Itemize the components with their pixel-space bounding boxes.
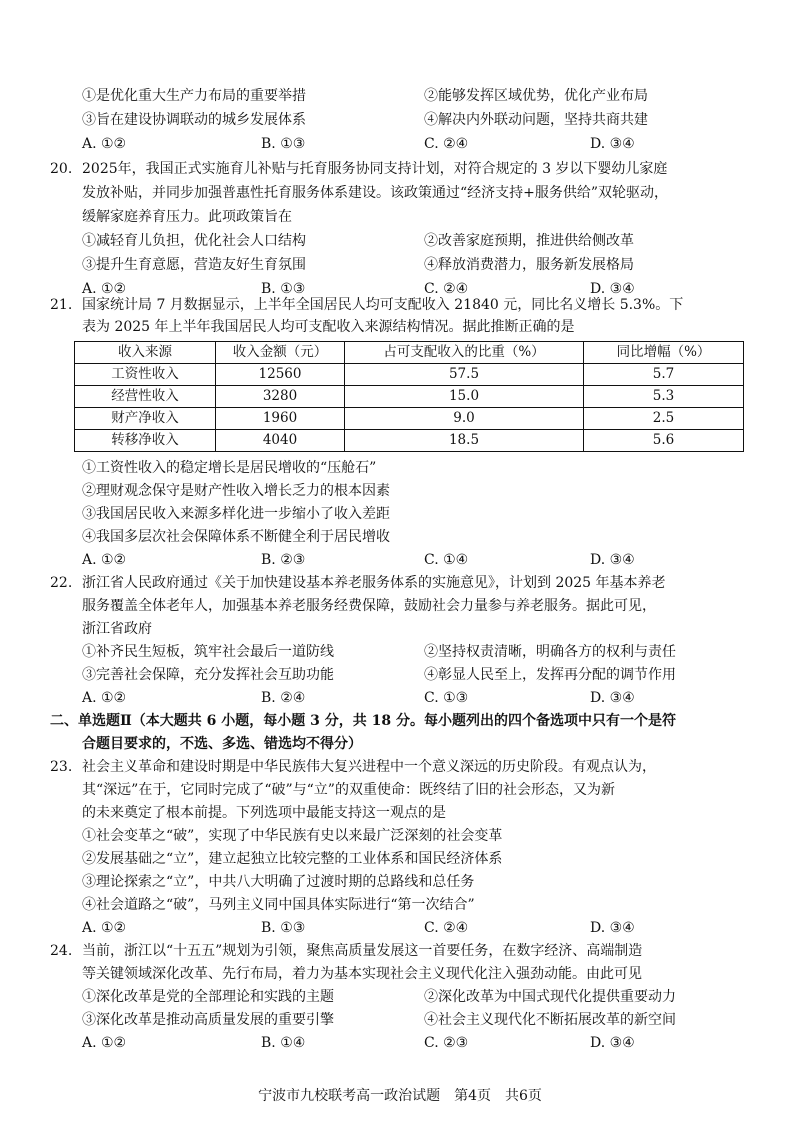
q23-option-4: ④社会道路之“破”，马列主义同中国具体实际进行“第一次结合” bbox=[82, 897, 475, 913]
q24-answer-c: C. ②③ bbox=[424, 1035, 469, 1051]
table-cell: 9.0 bbox=[345, 408, 584, 430]
table-row bbox=[75, 430, 744, 452]
q20-stem-line-1: 2025年，我国正式实施育儿补贴与托育服务协同支持计划，对符合规定的 3 岁以下婴幼儿家庭 bbox=[82, 161, 668, 177]
q24-answer-a: A. ①② bbox=[82, 1035, 127, 1051]
q20-answer-c: C. ②④ bbox=[424, 281, 469, 297]
q20-answer-b: B. ①③ bbox=[261, 281, 306, 297]
table-cell: 57.5 bbox=[345, 364, 584, 386]
q20-answer-a: A. ①② bbox=[82, 281, 127, 297]
q24-answer-d: D. ③④ bbox=[590, 1035, 635, 1051]
q20-stem-line-2: 发放补贴，并同步加强普惠性托育服务体系建设。该政策通过“经济支持+服务供给”双轮驱动， bbox=[82, 185, 669, 201]
table-cell: 12560 bbox=[216, 364, 345, 386]
table-cell: 2.5 bbox=[584, 408, 744, 430]
q20-option-row-2 bbox=[0, 255, 800, 276]
q23-option-1: ①社会变革之“破”，实现了中华民族有史以来最广泛深刻的社会变革 bbox=[82, 828, 503, 844]
q23-number: 23. bbox=[50, 759, 73, 775]
table-header-cell: 占可支配收入的比重（%） bbox=[345, 342, 584, 364]
q22-option-4: ④彰显人民至上，发挥再分配的调节作用 bbox=[424, 667, 676, 683]
q24-stem-line-1: 当前，浙江以“十五五”规划为引领，聚焦高质量发展这一首要任务，在数字经济、高端制造 bbox=[82, 943, 643, 959]
q22-option-2: ②坚持权责清晰，明确各方的权利与责任 bbox=[424, 644, 676, 660]
q20-answer-d: D. ③④ bbox=[590, 281, 635, 297]
q21-stem-line-1: 国家统计局 7 月数据显示，上半年全国居民人均可支配收入 21840 元，同比名义增长 5.3%。下 bbox=[82, 297, 684, 313]
q20-option-3: ③提升生育意愿，营造友好生育氛围 bbox=[82, 257, 306, 273]
table-row bbox=[75, 408, 744, 430]
q20-option-2: ②改善家庭预期，推进供给侧改革 bbox=[424, 233, 634, 249]
q19-answer-d: D. ③④ bbox=[590, 136, 635, 152]
section-2-heading-line-2: 合题目要求的，不选、多选、错选均不得分） bbox=[82, 736, 362, 752]
q23-answer-d: D. ③④ bbox=[590, 920, 635, 936]
table-cell: 15.0 bbox=[345, 386, 584, 408]
table-header-cell: 收入金额（元） bbox=[216, 342, 345, 364]
table-cell: 转移净收入 bbox=[75, 430, 216, 452]
table-row bbox=[75, 386, 744, 408]
q20-number: 20. bbox=[50, 161, 73, 177]
q21-option-1: ①工资性收入的稳定增长是居民增收的“压舱石” bbox=[82, 460, 377, 476]
q20-option-row-1 bbox=[0, 231, 800, 252]
q24-stem-line-2: 等关键领域深化改革、先行布局，着力为基本实现社会主义现代化注入强劲动能。由此可见 bbox=[82, 966, 642, 982]
q23-option-2: ②发展基础之“立”，建立起独立比较完整的工业体系和国民经济体系 bbox=[82, 851, 503, 867]
q19-option-4: ④解决内外联动问题，坚持共商共建 bbox=[424, 112, 648, 128]
q19-option-2: ②能够发挥区域优势，优化产业布局 bbox=[424, 88, 648, 104]
q24-number: 24. bbox=[50, 943, 73, 959]
table-cell: 18.5 bbox=[345, 430, 584, 452]
table-header-row bbox=[75, 342, 744, 364]
q23-stem-line-1: 社会主义革命和建设时期是中华民族伟大复兴进程中一个意义深远的历史阶段。有观点认为， bbox=[82, 759, 656, 775]
table-cell: 5.7 bbox=[584, 364, 744, 386]
q22-answer-a: A. ①② bbox=[82, 690, 127, 706]
q24-option-4: ④社会主义现代化不断拓展改革的新空间 bbox=[424, 1012, 676, 1028]
q22-answer-row bbox=[0, 688, 800, 709]
q19-answer-c: C. ②④ bbox=[424, 136, 469, 152]
q19-answer-row bbox=[0, 134, 800, 155]
q19-answer-b: B. ①③ bbox=[261, 136, 306, 152]
q22-number: 22. bbox=[50, 575, 73, 591]
table-row bbox=[75, 364, 744, 386]
q22-stem-line-2: 服务覆盖全体老年人，加强基本养老服务经费保障，鼓励社会力量参与养老服务。据此可见， bbox=[82, 598, 656, 614]
q24-option-row-1 bbox=[0, 987, 800, 1008]
q23-stem-line-2: 其“深远”在于，它同时完成了“破”与“立”的双重使命：既终结了旧的社会形态，又为新 bbox=[82, 782, 615, 798]
table-header-cell: 收入来源 bbox=[75, 342, 216, 364]
q23-option-3: ③理论探索之“立”，中共八大明确了过渡时期的总路线和总任务 bbox=[82, 874, 475, 890]
q20-stem-line-3: 缓解家庭养育压力。此项政策旨在 bbox=[82, 209, 292, 225]
q23-stem-line-3: 的未来奠定了根本前提。下列选项中最能支持这一观点的是 bbox=[82, 805, 446, 821]
table-cell: 经营性收入 bbox=[75, 386, 216, 408]
q21-answer-row bbox=[0, 550, 800, 571]
q20-option-1: ①减轻育儿负担，优化社会人口结构 bbox=[82, 233, 306, 249]
q24-answer-b: B. ①④ bbox=[261, 1035, 306, 1051]
table-cell: 工资性收入 bbox=[75, 364, 216, 386]
q24-answer-row bbox=[0, 1033, 800, 1054]
q23-answer-b: B. ①③ bbox=[261, 920, 306, 936]
q19-option-row-2 bbox=[0, 110, 800, 131]
q21-number: 21. bbox=[50, 297, 73, 313]
q22-option-row-1 bbox=[0, 642, 800, 663]
q22-answer-c: C. ①③ bbox=[424, 690, 469, 706]
q24-option-row-2 bbox=[0, 1010, 800, 1031]
q19-option-row-1 bbox=[0, 86, 800, 107]
q24-option-3: ③深化改革是推动高质量发展的重要引擎 bbox=[82, 1012, 334, 1028]
q19-option-3: ③旨在建设协调联动的城乡发展体系 bbox=[82, 112, 306, 128]
q24-option-1: ①深化改革是党的全部理论和实践的主题 bbox=[82, 989, 334, 1005]
q21-answer-d: D. ③④ bbox=[590, 552, 635, 568]
q21-answer-a: A. ①② bbox=[82, 552, 127, 568]
q22-stem-line-3: 浙江省政府 bbox=[82, 621, 152, 637]
table-cell: 1960 bbox=[216, 408, 345, 430]
q22-option-3: ③完善社会保障，充分发挥社会互助功能 bbox=[82, 667, 334, 683]
q24-option-2: ②深化改革为中国式现代化提供重要动力 bbox=[424, 989, 676, 1005]
table-cell: 3280 bbox=[216, 386, 345, 408]
q22-answer-d: D. ③④ bbox=[590, 690, 635, 706]
q22-answer-b: B. ②④ bbox=[261, 690, 306, 706]
q23-answer-row bbox=[0, 918, 800, 939]
q21-option-3: ③我国居民收入来源多样化进一步缩小了收入差距 bbox=[82, 506, 390, 522]
q21-option-4: ④我国多层次社会保障体系不断健全利于居民增收 bbox=[82, 529, 390, 545]
table-cell: 财产净收入 bbox=[75, 408, 216, 430]
q22-option-1: ①补齐民生短板，筑牢社会最后一道防线 bbox=[82, 644, 334, 660]
q23-answer-c: C. ②④ bbox=[424, 920, 469, 936]
q22-stem-line-1: 浙江省人民政府通过《关于加快建设基本养老服务体系的实施意见》，计划到 2025 年基本养老 bbox=[82, 575, 666, 591]
q21-answer-b: B. ②③ bbox=[261, 552, 306, 568]
q21-answer-c: C. ①④ bbox=[424, 552, 469, 568]
q22-option-row-2 bbox=[0, 665, 800, 686]
q21-option-2: ②理财观念保守是财产性收入增长乏力的根本因素 bbox=[82, 483, 390, 499]
q21-stem-line-2: 表为 2025 年上半年我国居民人均可支配收入来源结构情况。据此推断正确的是 bbox=[82, 319, 575, 335]
table-cell: 4040 bbox=[216, 430, 345, 452]
q20-option-4: ④释放消费潜力，服务新发展格局 bbox=[424, 257, 634, 273]
income-structure-table bbox=[74, 341, 744, 452]
table-header-cell: 同比增幅（%） bbox=[584, 342, 744, 364]
table-cell: 5.3 bbox=[584, 386, 744, 408]
q19-answer-a: A. ①② bbox=[82, 136, 127, 152]
table-cell: 5.6 bbox=[584, 430, 744, 452]
q23-answer-a: A. ①② bbox=[82, 920, 127, 936]
section-2-heading-line-1: 二、单选题Ⅱ（本大题共 6 小题，每小题 3 分，共 18 分。每小题列出的四个备选项中只有一个是符 bbox=[50, 713, 677, 729]
q19-option-1: ①是优化重大生产力布局的重要举措 bbox=[82, 88, 306, 104]
page-footer: 宁波市九校联考高一政治试题 第4页 共6页 bbox=[258, 1088, 542, 1104]
